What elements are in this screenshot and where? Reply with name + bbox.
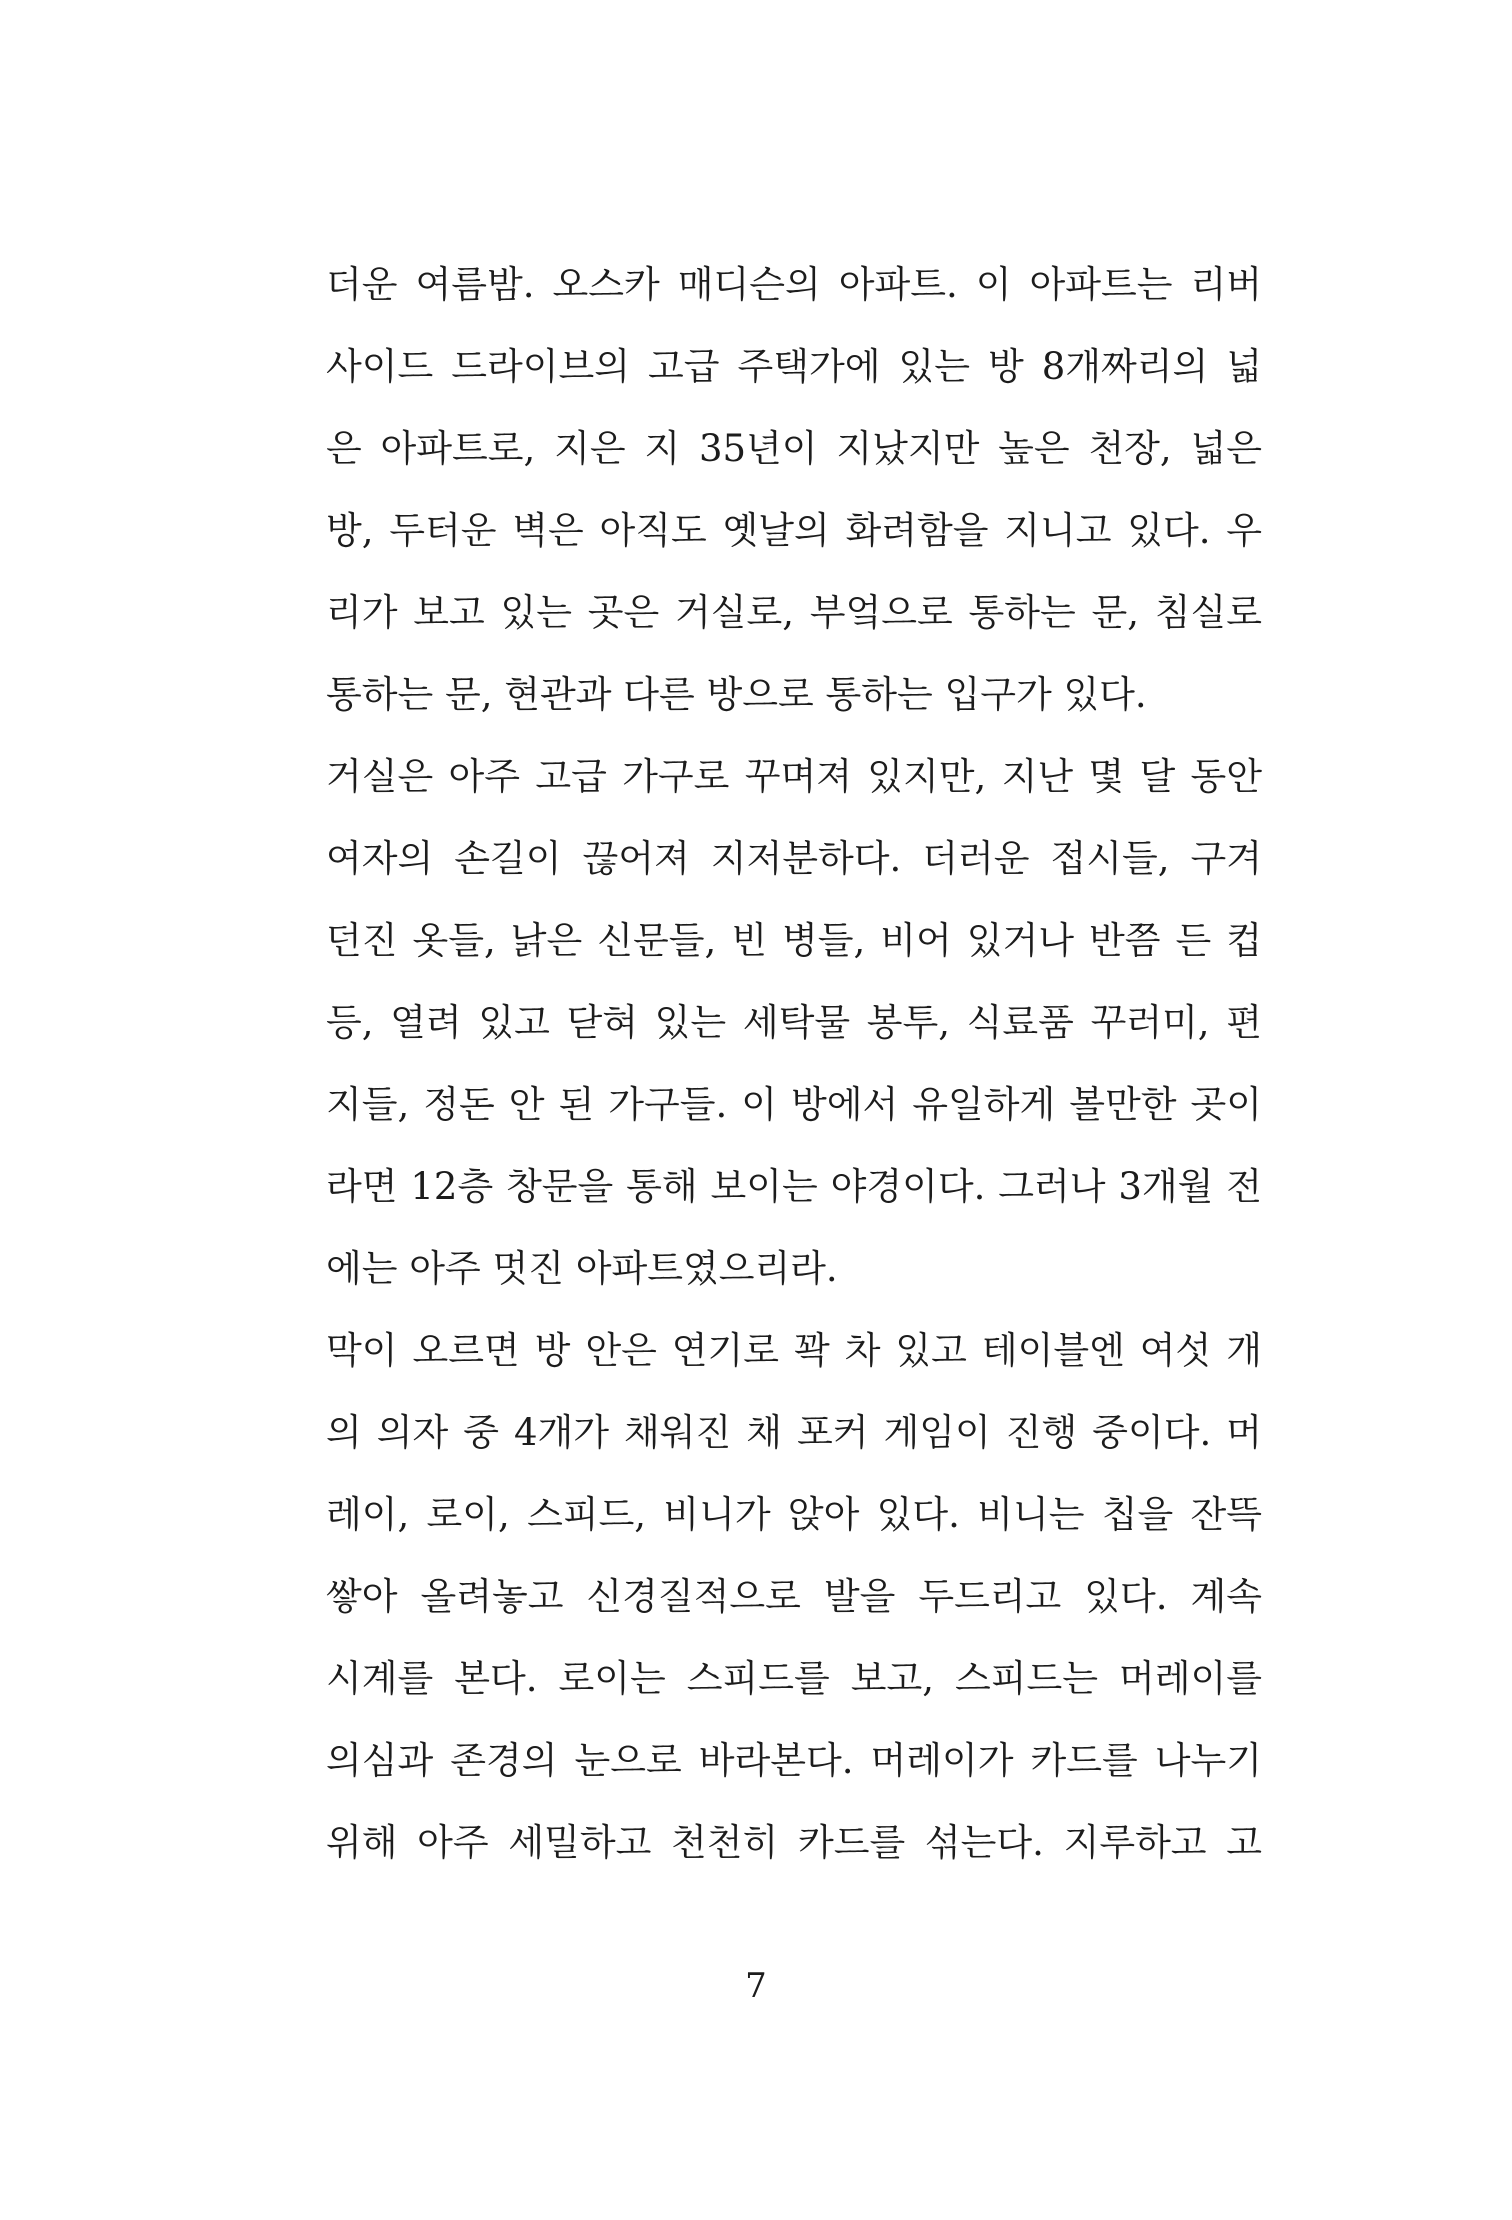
text-line: 라면 12층 창문을 통해 보이는 야경이다. 그러나 3개월 전 [326,1165,1262,1208]
text-line: 막이 오르면 방 안은 연기로 꽉 차 있고 테이블엔 여섯 개 [326,1329,1262,1372]
text-line: 더운 여름밤. 오스카 매디슨의 아파트. 이 아파트는 리버 [326,263,1262,306]
text-line: 여자의 손길이 끊어져 지저분하다. 더러운 접시들, 구겨 [326,837,1262,880]
text-line: 은 아파트로, 지은 지 35년이 지났지만 높은 천장, 넓은 [326,427,1262,470]
text-line: 위해 아주 세밀하고 천천히 카드를 섞는다. 지루하고 고 [326,1821,1262,1864]
text-line: 의심과 존경의 눈으로 바라본다. 머레이가 카드를 나누기 [326,1739,1262,1782]
text-line: 시계를 본다. 로이는 스피드를 보고, 스피드는 머레이를 [326,1657,1262,1700]
text-line: 던진 옷들, 낡은 신문들, 빈 병들, 비어 있거나 반쯤 든 컵 [326,919,1262,962]
text-line: 리가 보고 있는 곳은 거실로, 부엌으로 통하는 문, 침실로 [326,591,1262,634]
text-line: 쌓아 올려놓고 신경질적으로 발을 두드리고 있다. 계속 [326,1575,1262,1618]
page-number: 7 [745,1966,767,2006]
text-line: 거실은 아주 고급 가구로 꾸며져 있지만, 지난 몇 달 동안 [326,755,1262,798]
body-text [326,244,1262,1884]
text-line: 지들, 정돈 안 된 가구들. 이 방에서 유일하게 볼만한 곳이 [326,1083,1262,1126]
text-line: 방, 두터운 벽은 아직도 옛날의 화려함을 지니고 있다. 우 [326,509,1262,552]
text-line: 사이드 드라이브의 고급 주택가에 있는 방 8개짜리의 넓 [326,345,1262,388]
text-line: 레이, 로이, 스피드, 비니가 앉아 있다. 비니는 칩을 잔뜩 [326,1493,1262,1536]
text-line: 통하는 문, 현관과 다른 방으로 통하는 입구가 있다. [326,673,1147,716]
text-line: 의 의자 중 4개가 채워진 채 포커 게임이 진행 중이다. 머 [326,1411,1262,1454]
text-line: 등, 열려 있고 닫혀 있는 세탁물 봉투, 식료품 꾸러미, 편 [326,1001,1262,1044]
text-line: 에는 아주 멋진 아파트였으리라. [326,1247,838,1290]
